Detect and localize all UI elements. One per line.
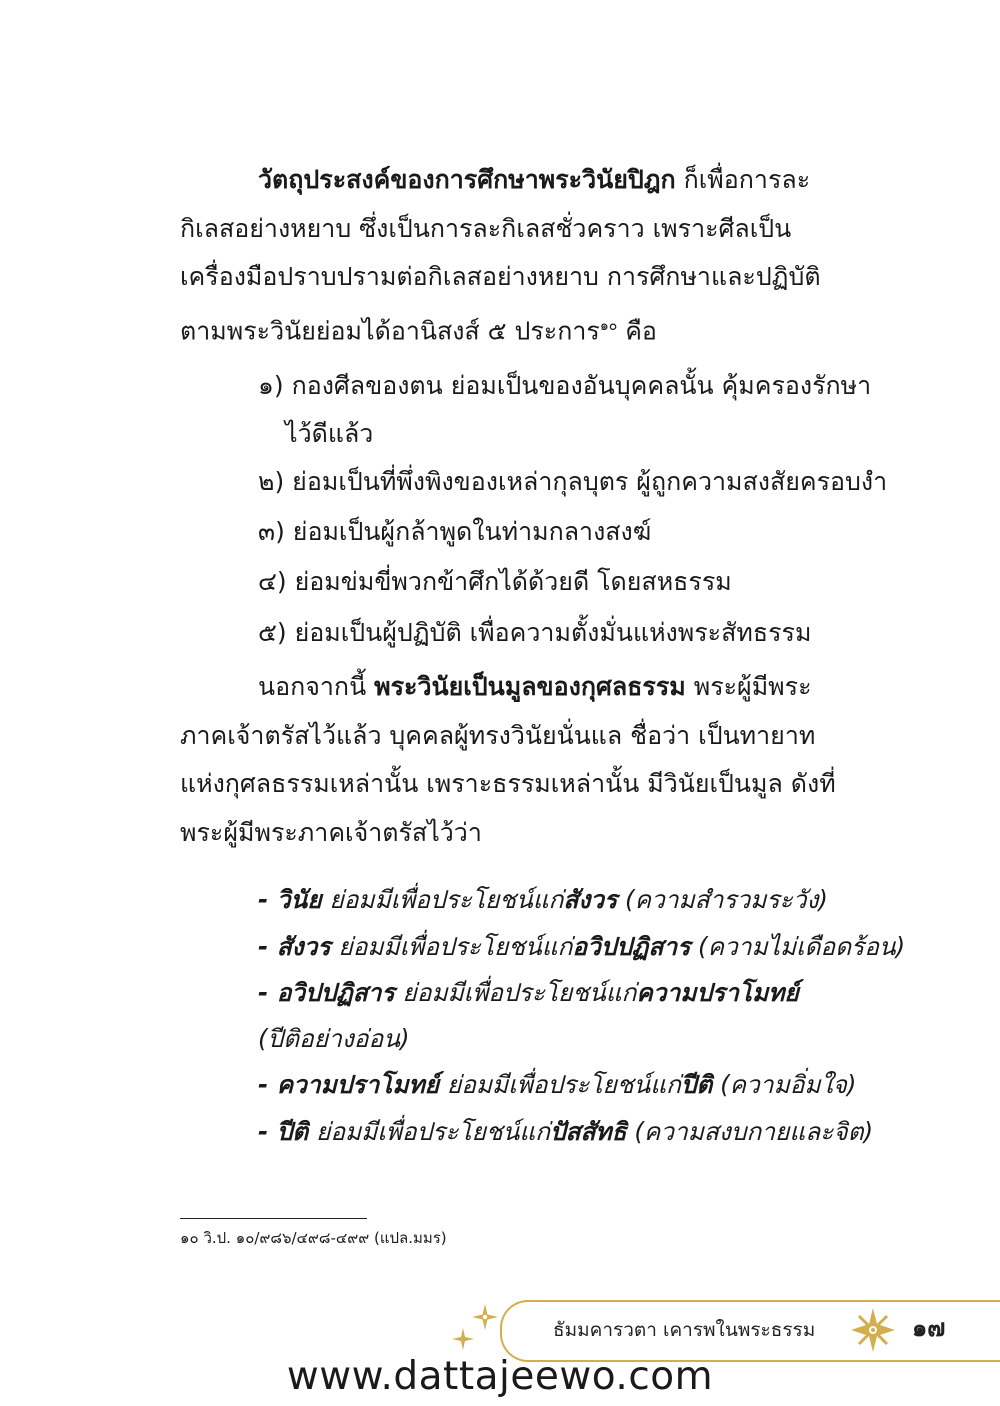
list-item: ๓) ย่อมเป็นผู้กล้าพูดในท่ามกลางสงฆ์ [258,517,652,546]
quote-item: - ความปราโมทย์ ย่อมมีเพื่อประโยชน์แก่ปีติ (ความอิ่มใจ) [258,1070,857,1099]
list-item: ๑) กองศีลของตน ย่อมเป็นของอันบุคคลนั้น คุ้มครองรักษา ไว้ดีแล้ว [258,371,872,448]
list-item: ๕) ย่อมเป็นผู้ปฏิบัติ เพื่อความตั้งมั่นแห่งพระสัทธรรม [258,618,812,647]
objective-text: ก็เพื่อการละกิเลสอย่างหยาบ ซึ่งเป็นการละกิเลสชั่วคราว เพราะศีลเป็นเครื่องมือปราบปรามต่อกิเลสอย่างหยาบ การศึกษาและปฏิบัติตามพระวินัยย่อมได้อานิสงส์ ๕ ประการ [180,165,821,345]
quote-item: - สังวร ย่อมมีเพื่อประโยชน์แก่อวิปปฏิสาร (ความไม่เดือดร้อน) [258,932,906,961]
objective-tail: คือ [617,315,657,345]
gold-flower-ornament-icon [450,1326,476,1352]
root-lead: นอกจากนี้ [258,672,375,701]
root-text: พระผู้มีพระภาคเจ้าตรัสไว้แล้ว บุคคลผู้ทรงวินัยนั่นแล ชื่อว่า เป็นทายาทแห่งกุศลธรรมเหล่านั้น เพราะธรรมเหล่านั้น มีวินัยเป็นมูล ดังที่พระผู้มีพระภาคเจ้าตรัสไว้ว่า [180,672,836,847]
root-heading: พระวินัยเป็นมูลของกุศลธรรม [374,672,686,701]
footer-title: ธัมมคารวตา เคารพในพระธรรม [553,1319,816,1341]
gold-flower-ornament-icon [845,1305,901,1355]
root-paragraph [180,663,850,857]
quote-item: - ปีติ ย่อมมีเพื่อประโยชน์แก่ปัสสัทธิ (ความสงบกายและจิต) [258,1117,874,1146]
objective-paragraph [180,156,850,355]
footnote: ๑๐ วิ.ป. ๑๐/๙๘๖/๔๙๘-๔๙๙ (แปล.มมร) [180,1229,447,1247]
website-url: www.dattajeewo.com [286,1354,714,1399]
quote-item: - วินัย ย่อมมีเพื่อประโยชน์แก่สังวร (ความสำรวมระวัง) [258,885,828,914]
footnote-divider [180,1218,367,1219]
list-item: ๔) ย่อมข่มขี่พวกข้าศึกได้ด้วยดี โดยสหธรรม [258,567,732,596]
footnote-reference: ๑๐ [599,317,618,334]
list-item: ๒) ย่อมเป็นที่พึ่งพิงของเหล่ากุลบุตร ผู้ถูกความสงสัยครอบงำ [258,467,888,496]
objective-heading: วัตถุประสงค์ของการศึกษาพระวินัยปิฎก [258,165,676,194]
quote-gloss-continuation: (ปีติอย่างอ่อน) [258,1024,410,1053]
quote-item: - อวิปปฏิสาร ย่อมมีเพื่อประโยชน์แก่ความปราโมทย์ [258,978,799,1007]
page-number: ๑๗ [912,1314,946,1342]
